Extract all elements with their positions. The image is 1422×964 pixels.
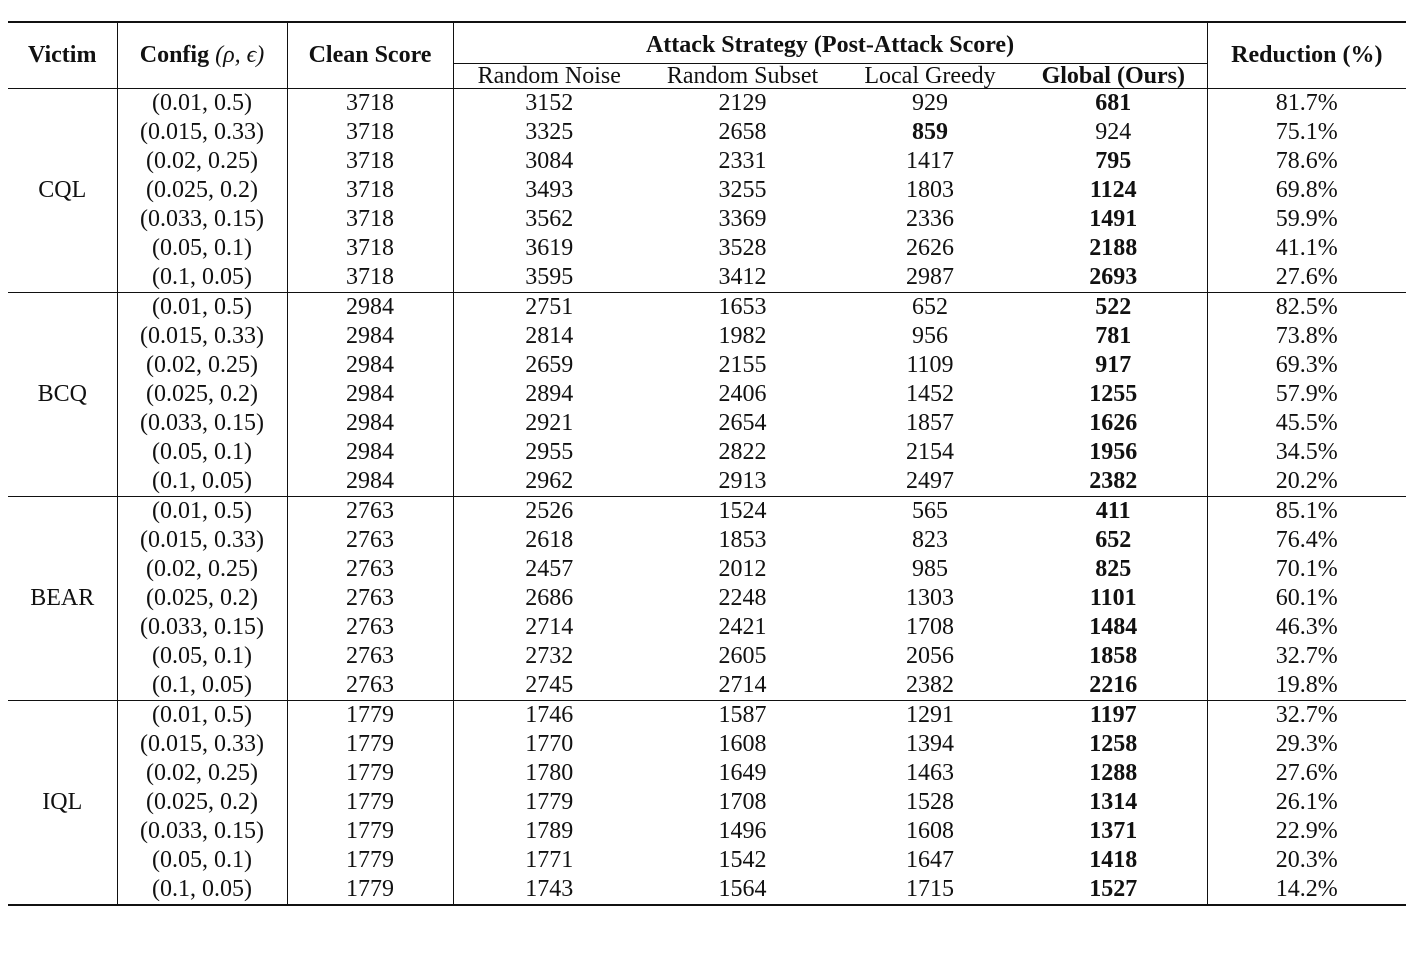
table-row — [8, 409, 1406, 438]
clean-score-cell: 3718 — [287, 234, 453, 263]
table-row — [8, 701, 1406, 731]
reduction-cell: 70.1% — [1275, 556, 1338, 582]
header-clean-score: Clean Score — [287, 22, 453, 89]
local-greedy-cell: 1608 — [906, 818, 954, 844]
random-noise-cell: 3493 — [525, 177, 574, 203]
clean-score-cell: 2984 — [287, 322, 453, 351]
reduction-cell: 57.9% — [1275, 381, 1338, 407]
table-row — [8, 613, 1406, 642]
config-cell: (0.033, 0.15) — [117, 817, 287, 846]
reduction-cell: 82.5% — [1275, 294, 1338, 320]
clean-score-cell: 1779 — [287, 701, 453, 731]
local-greedy-cell: 2056 — [906, 643, 954, 669]
global-ours-cell: 1371 — [1020, 817, 1207, 846]
clean-score-cell: 2984 — [287, 293, 453, 323]
random-subset-cell: 2155 — [718, 352, 767, 378]
random-noise-cell: 3619 — [525, 235, 574, 261]
random-subset-cell: 3412 — [718, 264, 767, 290]
table-row — [8, 89, 1406, 119]
local-greedy-cell: 2336 — [906, 206, 954, 232]
config-cell: (0.01, 0.5) — [117, 293, 287, 323]
local-greedy-cell: 985 — [912, 556, 948, 582]
clean-score-cell: 2984 — [287, 380, 453, 409]
clean-score-cell: 2763 — [287, 584, 453, 613]
local-greedy-cell: 2382 — [906, 672, 954, 698]
reduction-cell: 60.1% — [1275, 585, 1338, 611]
header-local-greedy: Local Greedy — [864, 63, 996, 89]
reduction-cell: 20.2% — [1275, 468, 1338, 494]
global-ours-cell: 1255 — [1020, 380, 1207, 409]
config-cell: (0.033, 0.15) — [117, 613, 287, 642]
global-ours-cell: 1626 — [1020, 409, 1207, 438]
header-global-ours: Global (Ours) — [1020, 64, 1207, 89]
local-greedy-cell: 2154 — [906, 439, 954, 465]
reduction-cell: 69.8% — [1275, 177, 1338, 203]
local-greedy-cell: 956 — [912, 323, 948, 349]
clean-score-cell: 1779 — [287, 759, 453, 788]
config-cell: (0.05, 0.1) — [117, 438, 287, 467]
random-noise-cell: 2659 — [525, 352, 574, 378]
random-noise-cell: 1770 — [525, 731, 574, 757]
reduction-cell: 19.8% — [1275, 672, 1338, 698]
global-ours-cell: 1527 — [1020, 875, 1207, 905]
global-ours-cell: 411 — [1020, 497, 1207, 527]
random-noise-cell: 2751 — [525, 294, 574, 320]
local-greedy-cell: 1647 — [906, 847, 954, 873]
clean-score-cell: 2984 — [287, 438, 453, 467]
victim-cell: IQL — [8, 701, 117, 906]
clean-score-cell: 3718 — [287, 176, 453, 205]
clean-score-cell: 2984 — [287, 351, 453, 380]
random-subset-cell: 1649 — [718, 760, 767, 786]
random-subset-cell: 2129 — [718, 90, 767, 116]
table-row — [8, 875, 1406, 905]
reduction-cell: 22.9% — [1275, 818, 1338, 844]
config-cell: (0.1, 0.05) — [117, 875, 287, 905]
random-subset-cell: 2913 — [718, 468, 767, 494]
table-row — [8, 322, 1406, 351]
clean-score-cell: 2763 — [287, 526, 453, 555]
table-row — [8, 263, 1406, 293]
local-greedy-cell: 1109 — [906, 352, 954, 378]
global-ours-cell: 1418 — [1020, 846, 1207, 875]
config-cell: (0.02, 0.25) — [117, 351, 287, 380]
local-greedy-cell: 2987 — [906, 264, 954, 290]
random-noise-cell: 2714 — [525, 614, 574, 640]
reduction-cell: 81.7% — [1275, 90, 1338, 116]
victim-cell: CQL — [8, 89, 117, 293]
config-cell: (0.033, 0.15) — [117, 409, 287, 438]
random-subset-cell: 2331 — [718, 148, 767, 174]
random-subset-cell: 2421 — [718, 614, 767, 640]
global-ours-cell: 2382 — [1020, 467, 1207, 497]
global-ours-cell: 924 — [1020, 118, 1207, 147]
config-cell: (0.02, 0.25) — [117, 759, 287, 788]
local-greedy-cell: 1715 — [906, 876, 954, 902]
random-subset-cell: 2658 — [718, 119, 767, 145]
global-ours-cell: 781 — [1020, 322, 1207, 351]
global-ours-cell: 652 — [1020, 526, 1207, 555]
global-ours-cell: 681 — [1020, 89, 1207, 119]
clean-score-cell: 2984 — [287, 467, 453, 497]
local-greedy-cell: 1417 — [906, 148, 954, 174]
random-noise-cell: 2686 — [525, 585, 574, 611]
global-ours-cell: 2188 — [1020, 234, 1207, 263]
reduction-cell: 27.6% — [1275, 760, 1338, 786]
local-greedy-cell: 1857 — [906, 410, 954, 436]
global-ours-cell: 917 — [1020, 351, 1207, 380]
config-cell: (0.015, 0.33) — [117, 322, 287, 351]
clean-score-cell: 3718 — [287, 147, 453, 176]
config-cell: (0.05, 0.1) — [117, 234, 287, 263]
table-row — [8, 438, 1406, 467]
random-noise-cell: 2955 — [525, 439, 574, 465]
random-subset-cell: 1496 — [718, 818, 767, 844]
random-noise-cell: 1789 — [525, 818, 574, 844]
reduction-cell: 46.3% — [1275, 614, 1338, 640]
local-greedy-cell: 2497 — [906, 468, 954, 494]
random-noise-cell: 2618 — [525, 527, 574, 553]
reduction-cell: 41.1% — [1275, 235, 1338, 261]
local-greedy-cell: 1463 — [906, 760, 954, 786]
table-row — [8, 526, 1406, 555]
global-ours-cell: 1197 — [1020, 701, 1207, 731]
reduction-cell: 32.7% — [1275, 702, 1338, 728]
clean-score-cell: 3718 — [287, 118, 453, 147]
local-greedy-cell: 1528 — [906, 789, 954, 815]
config-cell: (0.025, 0.2) — [117, 788, 287, 817]
random-subset-cell: 3528 — [718, 235, 767, 261]
local-greedy-cell: 929 — [912, 90, 948, 116]
config-cell: (0.1, 0.05) — [117, 467, 287, 497]
random-noise-cell: 3084 — [525, 148, 574, 174]
table-row — [8, 147, 1406, 176]
random-noise-cell: 2745 — [525, 672, 574, 698]
random-subset-cell: 2654 — [718, 410, 767, 436]
config-cell: (0.02, 0.25) — [117, 147, 287, 176]
random-subset-cell: 1524 — [718, 498, 767, 524]
config-cell: (0.01, 0.5) — [117, 89, 287, 119]
reduction-cell: 20.3% — [1275, 847, 1338, 873]
local-greedy-cell: 1452 — [906, 381, 954, 407]
clean-score-cell: 3718 — [287, 205, 453, 234]
reduction-cell: 32.7% — [1275, 643, 1338, 669]
header-random-noise: Random Noise — [477, 63, 621, 89]
reduction-cell: 76.4% — [1275, 527, 1338, 553]
reduction-cell: 73.8% — [1275, 323, 1338, 349]
global-ours-cell: 1314 — [1020, 788, 1207, 817]
random-subset-cell: 1564 — [718, 876, 767, 902]
config-cell: (0.033, 0.15) — [117, 205, 287, 234]
global-ours-cell: 1484 — [1020, 613, 1207, 642]
random-subset-cell: 1542 — [718, 847, 767, 873]
table-row — [8, 234, 1406, 263]
results-table — [8, 21, 1406, 906]
global-ours-cell: 1288 — [1020, 759, 1207, 788]
table-row — [8, 584, 1406, 613]
table-row — [8, 467, 1406, 497]
config-cell: (0.01, 0.5) — [117, 701, 287, 731]
header-attack-strategy: Attack Strategy (Post-Attack Score) — [453, 22, 1207, 64]
local-greedy-cell: 1394 — [906, 731, 954, 757]
clean-score-cell: 2984 — [287, 409, 453, 438]
random-noise-cell: 2921 — [525, 410, 574, 436]
random-subset-cell: 2248 — [718, 585, 767, 611]
config-cell: (0.05, 0.1) — [117, 846, 287, 875]
clean-score-cell: 2763 — [287, 671, 453, 701]
local-greedy-cell: 565 — [912, 498, 948, 524]
random-noise-cell: 2526 — [525, 498, 574, 524]
random-subset-cell: 1982 — [718, 323, 767, 349]
clean-score-cell: 2763 — [287, 613, 453, 642]
header-config — [117, 22, 287, 89]
local-greedy-cell: 652 — [912, 294, 948, 320]
global-ours-cell: 1101 — [1020, 584, 1207, 613]
victim-cell: BCQ — [8, 293, 117, 497]
global-ours-cell: 522 — [1020, 293, 1207, 323]
global-ours-cell: 1956 — [1020, 438, 1207, 467]
clean-score-cell: 1779 — [287, 730, 453, 759]
random-noise-cell: 2894 — [525, 381, 574, 407]
table-header — [8, 22, 1406, 89]
random-subset-cell: 2605 — [718, 643, 767, 669]
random-noise-cell: 2732 — [525, 643, 574, 669]
random-subset-cell: 2822 — [718, 439, 767, 465]
reduction-cell: 45.5% — [1275, 410, 1338, 436]
local-greedy-cell: 2626 — [906, 235, 954, 261]
random-noise-cell: 2814 — [525, 323, 574, 349]
reduction-cell: 14.2% — [1275, 876, 1338, 902]
table-row — [8, 205, 1406, 234]
table-row — [8, 642, 1406, 671]
random-subset-cell: 2406 — [718, 381, 767, 407]
config-cell: (0.1, 0.05) — [117, 263, 287, 293]
global-ours-cell: 795 — [1020, 147, 1207, 176]
reduction-cell: 75.1% — [1275, 119, 1338, 145]
group-bcq — [8, 293, 1406, 497]
config-cell: (0.02, 0.25) — [117, 555, 287, 584]
random-noise-cell: 1779 — [525, 789, 574, 815]
local-greedy-cell: 823 — [912, 527, 948, 553]
reduction-cell: 29.3% — [1275, 731, 1338, 757]
config-cell: (0.015, 0.33) — [117, 118, 287, 147]
table-row — [8, 293, 1406, 323]
table-row — [8, 730, 1406, 759]
random-subset-cell: 3369 — [718, 206, 767, 232]
clean-score-cell: 2763 — [287, 497, 453, 527]
table-row — [8, 176, 1406, 205]
random-noise-cell: 3325 — [525, 119, 574, 145]
reduction-cell: 59.9% — [1275, 206, 1338, 232]
config-cell: (0.015, 0.33) — [117, 526, 287, 555]
config-cell: (0.025, 0.2) — [117, 380, 287, 409]
config-cell: (0.015, 0.33) — [117, 730, 287, 759]
header-victim: Victim — [8, 22, 117, 89]
global-ours-cell: 2693 — [1020, 263, 1207, 293]
group-bear — [8, 497, 1406, 701]
global-ours-cell: 1258 — [1020, 730, 1207, 759]
random-noise-cell: 3595 — [525, 264, 574, 290]
table-row — [8, 817, 1406, 846]
random-subset-cell: 1708 — [718, 789, 767, 815]
clean-score-cell: 1779 — [287, 788, 453, 817]
table-row — [8, 759, 1406, 788]
random-noise-cell: 1771 — [525, 847, 574, 873]
reduction-cell: 34.5% — [1275, 439, 1338, 465]
random-noise-cell: 3562 — [525, 206, 574, 232]
clean-score-cell: 1779 — [287, 875, 453, 905]
header-config-label: Config — [139, 42, 210, 68]
reduction-cell: 85.1% — [1275, 498, 1338, 524]
reduction-cell: 26.1% — [1275, 789, 1338, 815]
global-ours-cell: 825 — [1020, 555, 1207, 584]
config-cell: (0.05, 0.1) — [117, 642, 287, 671]
table-row — [8, 380, 1406, 409]
reduction-cell: 27.6% — [1275, 264, 1338, 290]
victim-cell: BEAR — [8, 497, 117, 701]
random-subset-cell: 1653 — [718, 294, 767, 320]
random-subset-cell: 1608 — [718, 731, 767, 757]
random-subset-cell: 2012 — [718, 556, 767, 582]
clean-score-cell: 2763 — [287, 642, 453, 671]
clean-score-cell: 1779 — [287, 846, 453, 875]
group-cql — [8, 89, 1406, 293]
reduction-cell: 78.6% — [1275, 148, 1338, 174]
table-row — [8, 497, 1406, 527]
global-ours-cell: 1124 — [1020, 176, 1207, 205]
local-greedy-cell: 1708 — [906, 614, 954, 640]
table-row — [8, 671, 1406, 701]
clean-score-cell: 3718 — [287, 263, 453, 293]
random-noise-cell: 1780 — [525, 760, 574, 786]
global-ours-cell: 1858 — [1020, 642, 1207, 671]
config-cell: (0.025, 0.2) — [117, 584, 287, 613]
reduction-cell: 69.3% — [1275, 352, 1338, 378]
table-row — [8, 555, 1406, 584]
table-row — [8, 788, 1406, 817]
group-iql — [8, 701, 1406, 906]
random-noise-cell: 1746 — [525, 702, 574, 728]
local-greedy-cell: 1303 — [906, 585, 954, 611]
random-subset-cell: 3255 — [718, 177, 767, 203]
random-noise-cell: 3152 — [525, 90, 574, 116]
local-greedy-cell: 859 — [912, 119, 948, 145]
global-ours-cell: 2216 — [1020, 671, 1207, 701]
random-subset-cell: 1587 — [718, 702, 767, 728]
random-noise-cell: 2962 — [525, 468, 574, 494]
clean-score-cell: 3718 — [287, 89, 453, 119]
table-row — [8, 118, 1406, 147]
random-noise-cell: 1743 — [525, 876, 574, 902]
random-subset-cell: 2714 — [718, 672, 767, 698]
config-cell: (0.1, 0.05) — [117, 671, 287, 701]
header-random-subset: Random Subset — [666, 63, 819, 89]
random-noise-cell: 2457 — [525, 556, 574, 582]
clean-score-cell: 1779 — [287, 817, 453, 846]
global-ours-cell: 1491 — [1020, 205, 1207, 234]
header-reduction: Reduction (%) — [1207, 22, 1406, 89]
config-cell: (0.01, 0.5) — [117, 497, 287, 527]
header-config-math: (ρ, ϵ) — [215, 42, 265, 68]
table-row — [8, 846, 1406, 875]
config-cell: (0.025, 0.2) — [117, 176, 287, 205]
local-greedy-cell: 1291 — [906, 702, 954, 728]
random-subset-cell: 1853 — [718, 527, 767, 553]
clean-score-cell: 2763 — [287, 555, 453, 584]
local-greedy-cell: 1803 — [906, 177, 954, 203]
table-row — [8, 351, 1406, 380]
